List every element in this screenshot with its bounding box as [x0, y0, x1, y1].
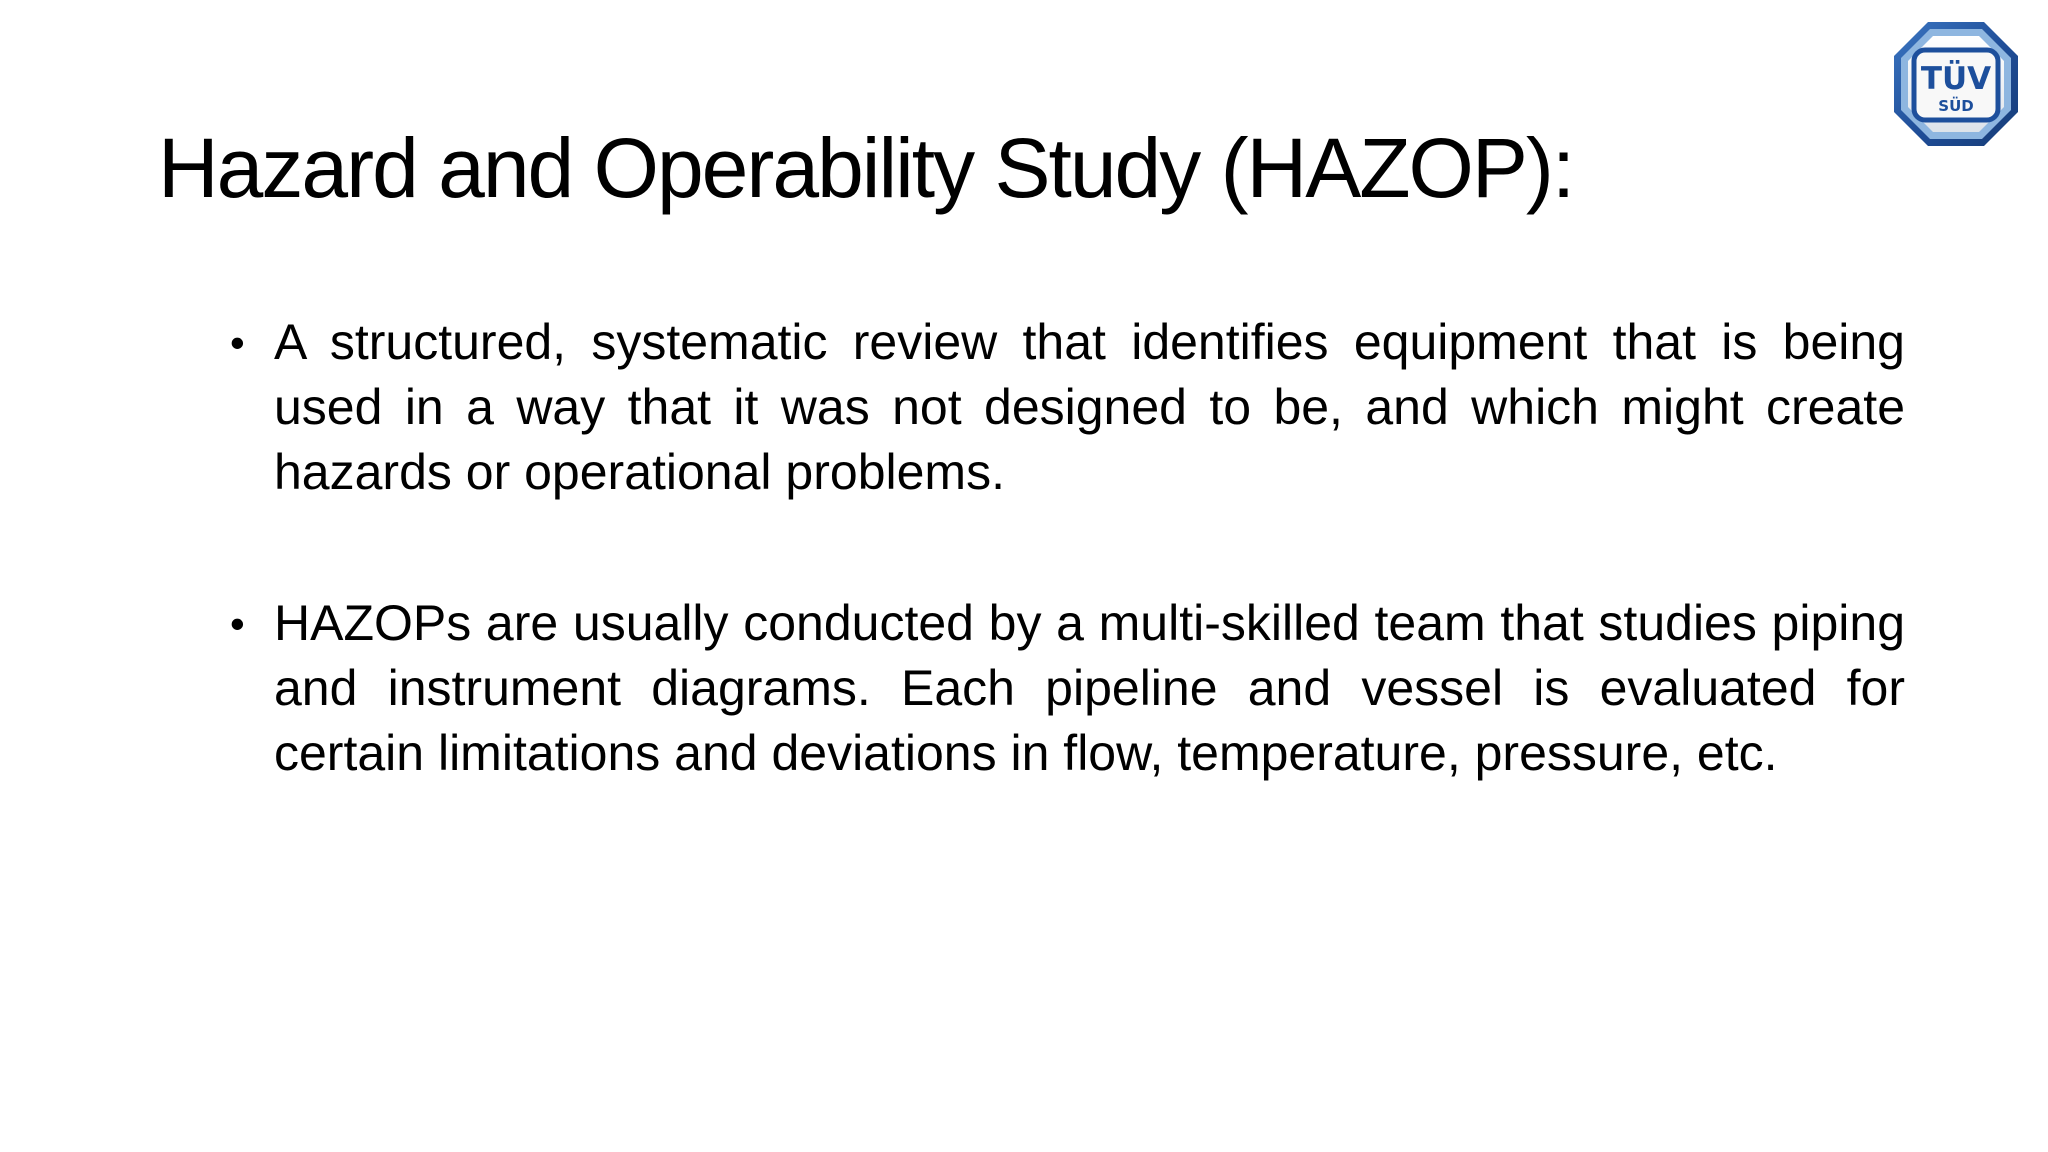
bullet-list — [230, 310, 1905, 786]
logo-bottom-text: SÜD — [1938, 97, 1974, 115]
bullet-text: A structured, systematic review that identifies equipment that is being used in a way that it was not designed to be, and which might create hazards or operational problems. — [274, 314, 1905, 500]
slide-title: Hazard and Operability Study (HAZOP): — [158, 121, 1574, 215]
tuv-sud-logo-icon — [1890, 18, 2022, 150]
bullet-item — [230, 591, 1905, 786]
bullet-text: HAZOPs are usually conducted by a multi-skilled team that studies piping and instrument diagrams. Each pipeline and vessel is evaluated for certain limitations and deviations in flow, temperature, pressure, etc. — [274, 595, 1905, 781]
bullet-marker: • — [230, 319, 245, 366]
bullet-marker: • — [230, 600, 245, 647]
bullet-item — [230, 310, 1905, 505]
logo-top-text: TÜV — [1920, 61, 1992, 97]
